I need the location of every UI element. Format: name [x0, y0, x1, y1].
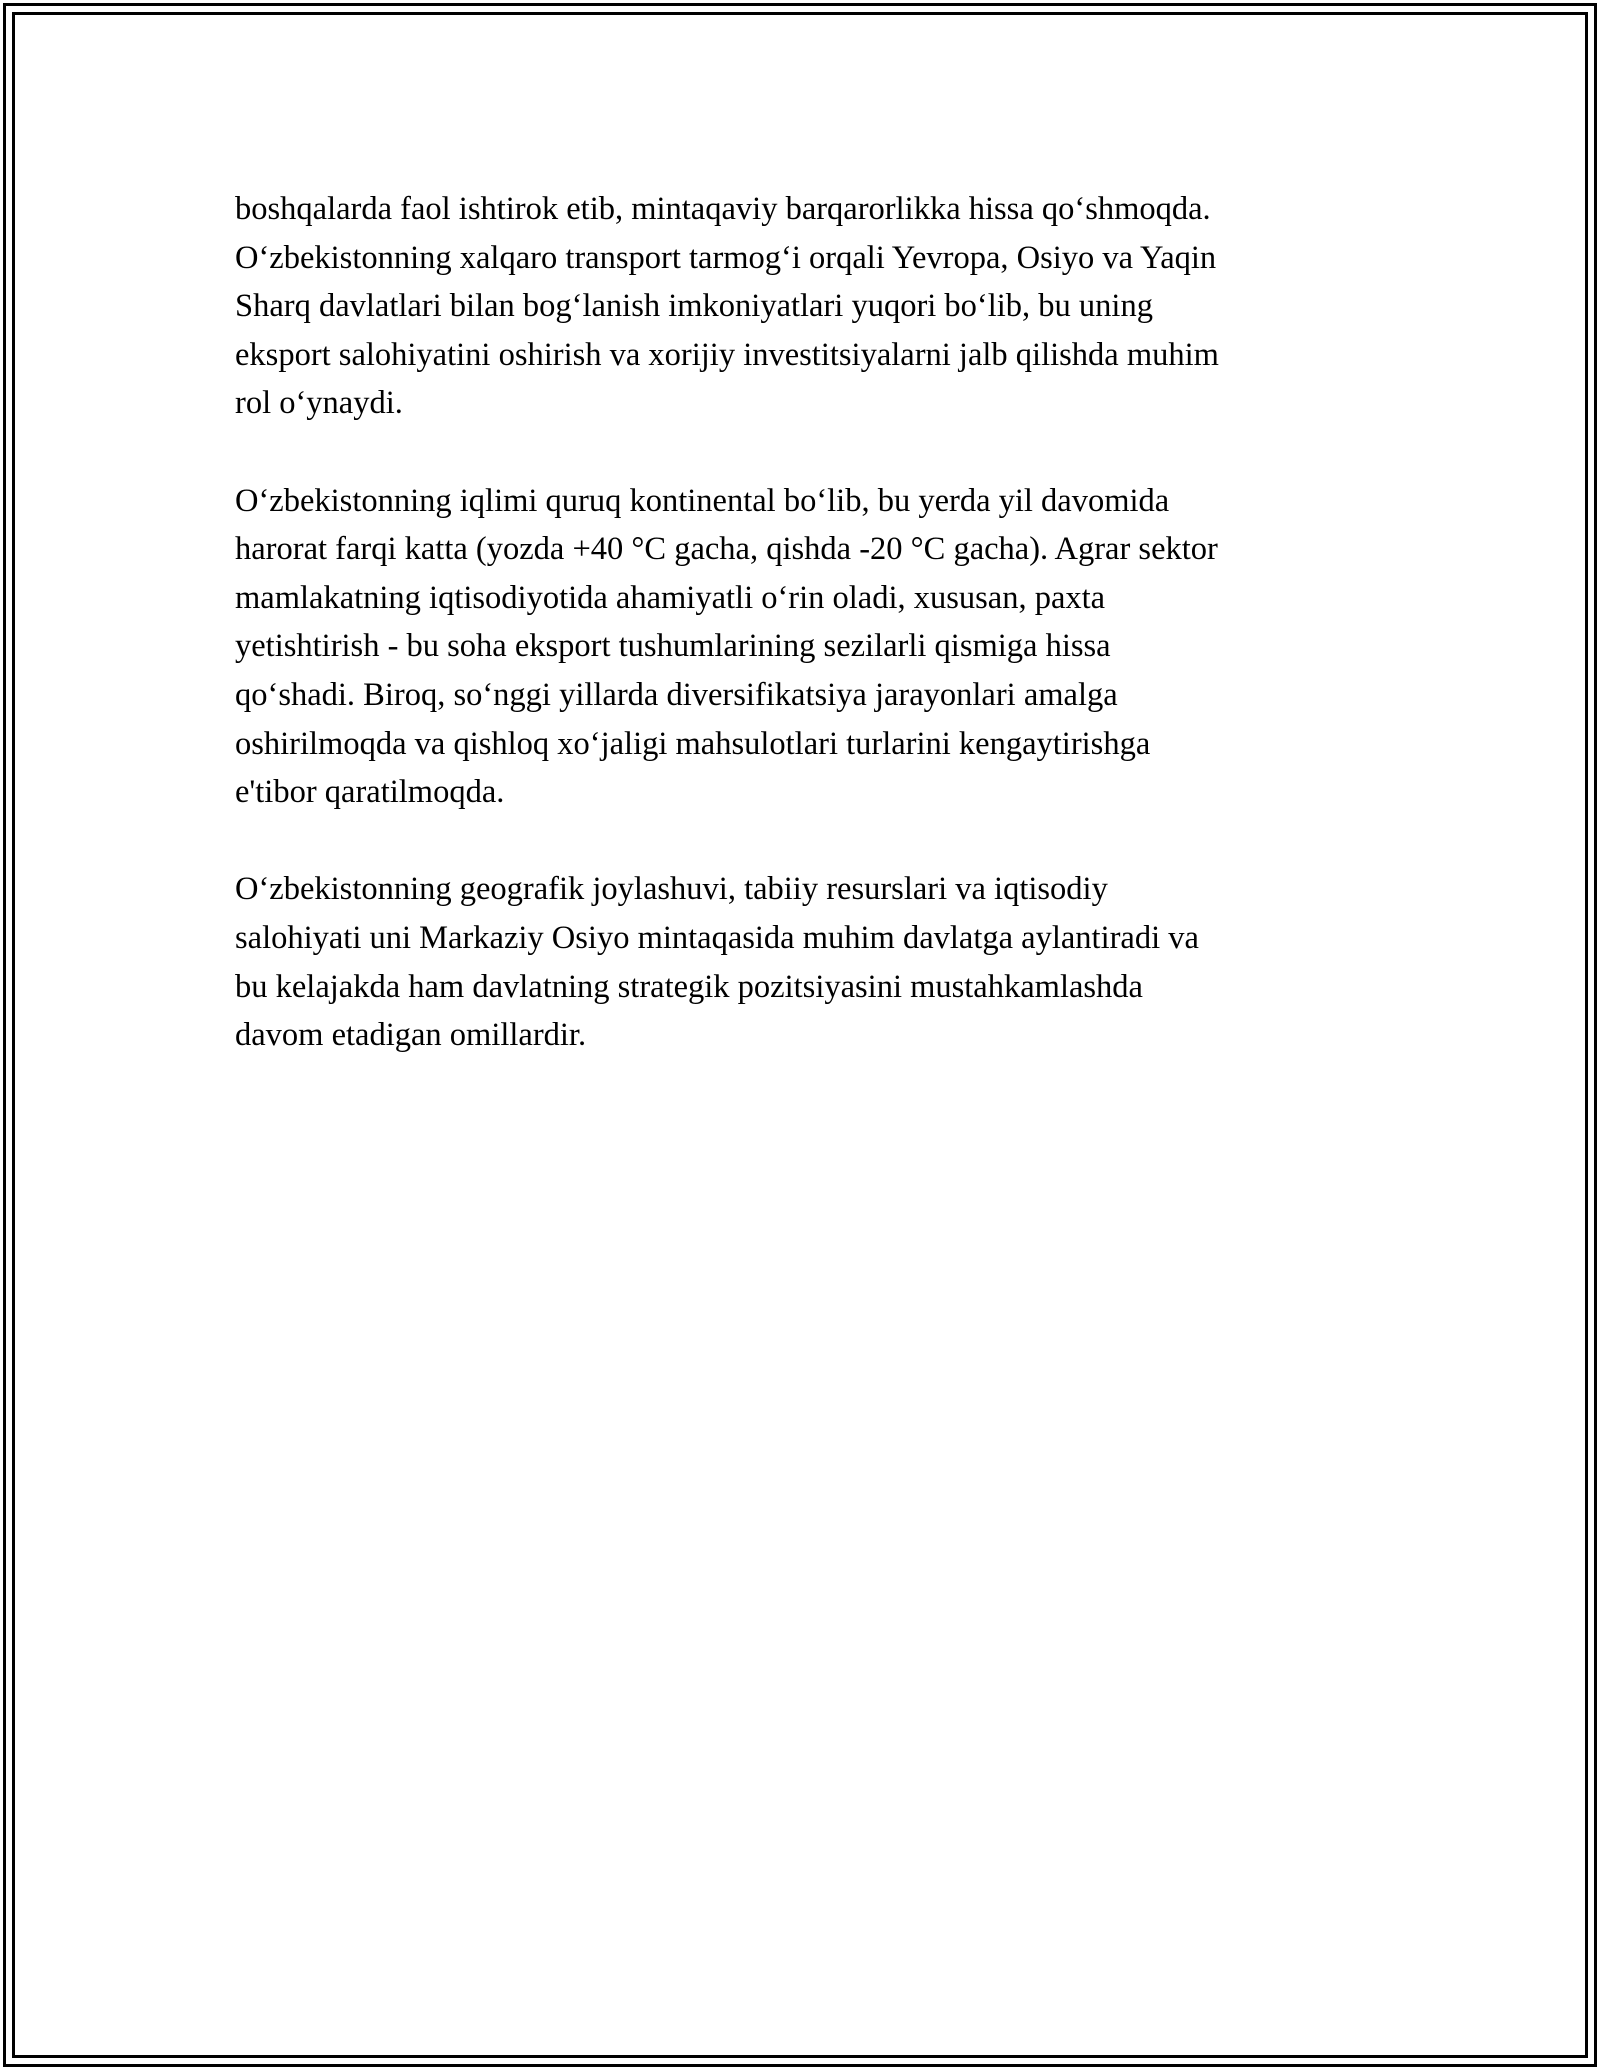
document-body	[235, 185, 1375, 1108]
paragraph-conclusion: O‘zbekistonning geografik joylashuvi, tabiiy resurslari va iqtisodiy salohiyati uni Markaziy Osiyo mintaqasida muhim davlatga aylantiradi va bu kelajakda ham davlatning strategik pozitsiyasini mustahkamlashda davom etadigan omillardir.	[235, 871, 1199, 1054]
paragraph-transport: boshqalarda faol ishtirok etib, mintaqaviy barqarorlikka hissa qo‘shmoqda. O‘zbekistonning xalqaro transport tarmog‘i orqali Yevropa, Osiyo va Yaqin Sharq davlatlari bilan bog‘lanish imkoniyatlari yuqori bo‘lib, bu uning eksport salohiyatini oshirish va xorijiy investitsiyalarni jalb qilishda muhim rol o‘ynaydi.	[235, 191, 1219, 422]
paragraph-climate-agriculture: O‘zbekistonning iqlimi quruq kontinental bo‘lib, bu yerda yil davomida harorat farqi katta (yozda +40 °C gacha, qishda -20 °C gacha). Agrar sektor mamlakatning iqtisodiyotida ahamiyatli o‘rin oladi, xususan, paxta yetishtirish - bu soha eksport tushumlarining sezilarli qismiga hissa qo‘shadi. Biroq, so‘nggi yillarda diversifikatsiya jarayonlari amalga oshirilmoqda va qishloq xo‘jaligi mahsulotlari turlarini kengaytirishga e'tibor qaratilmoqda.	[235, 482, 1218, 811]
